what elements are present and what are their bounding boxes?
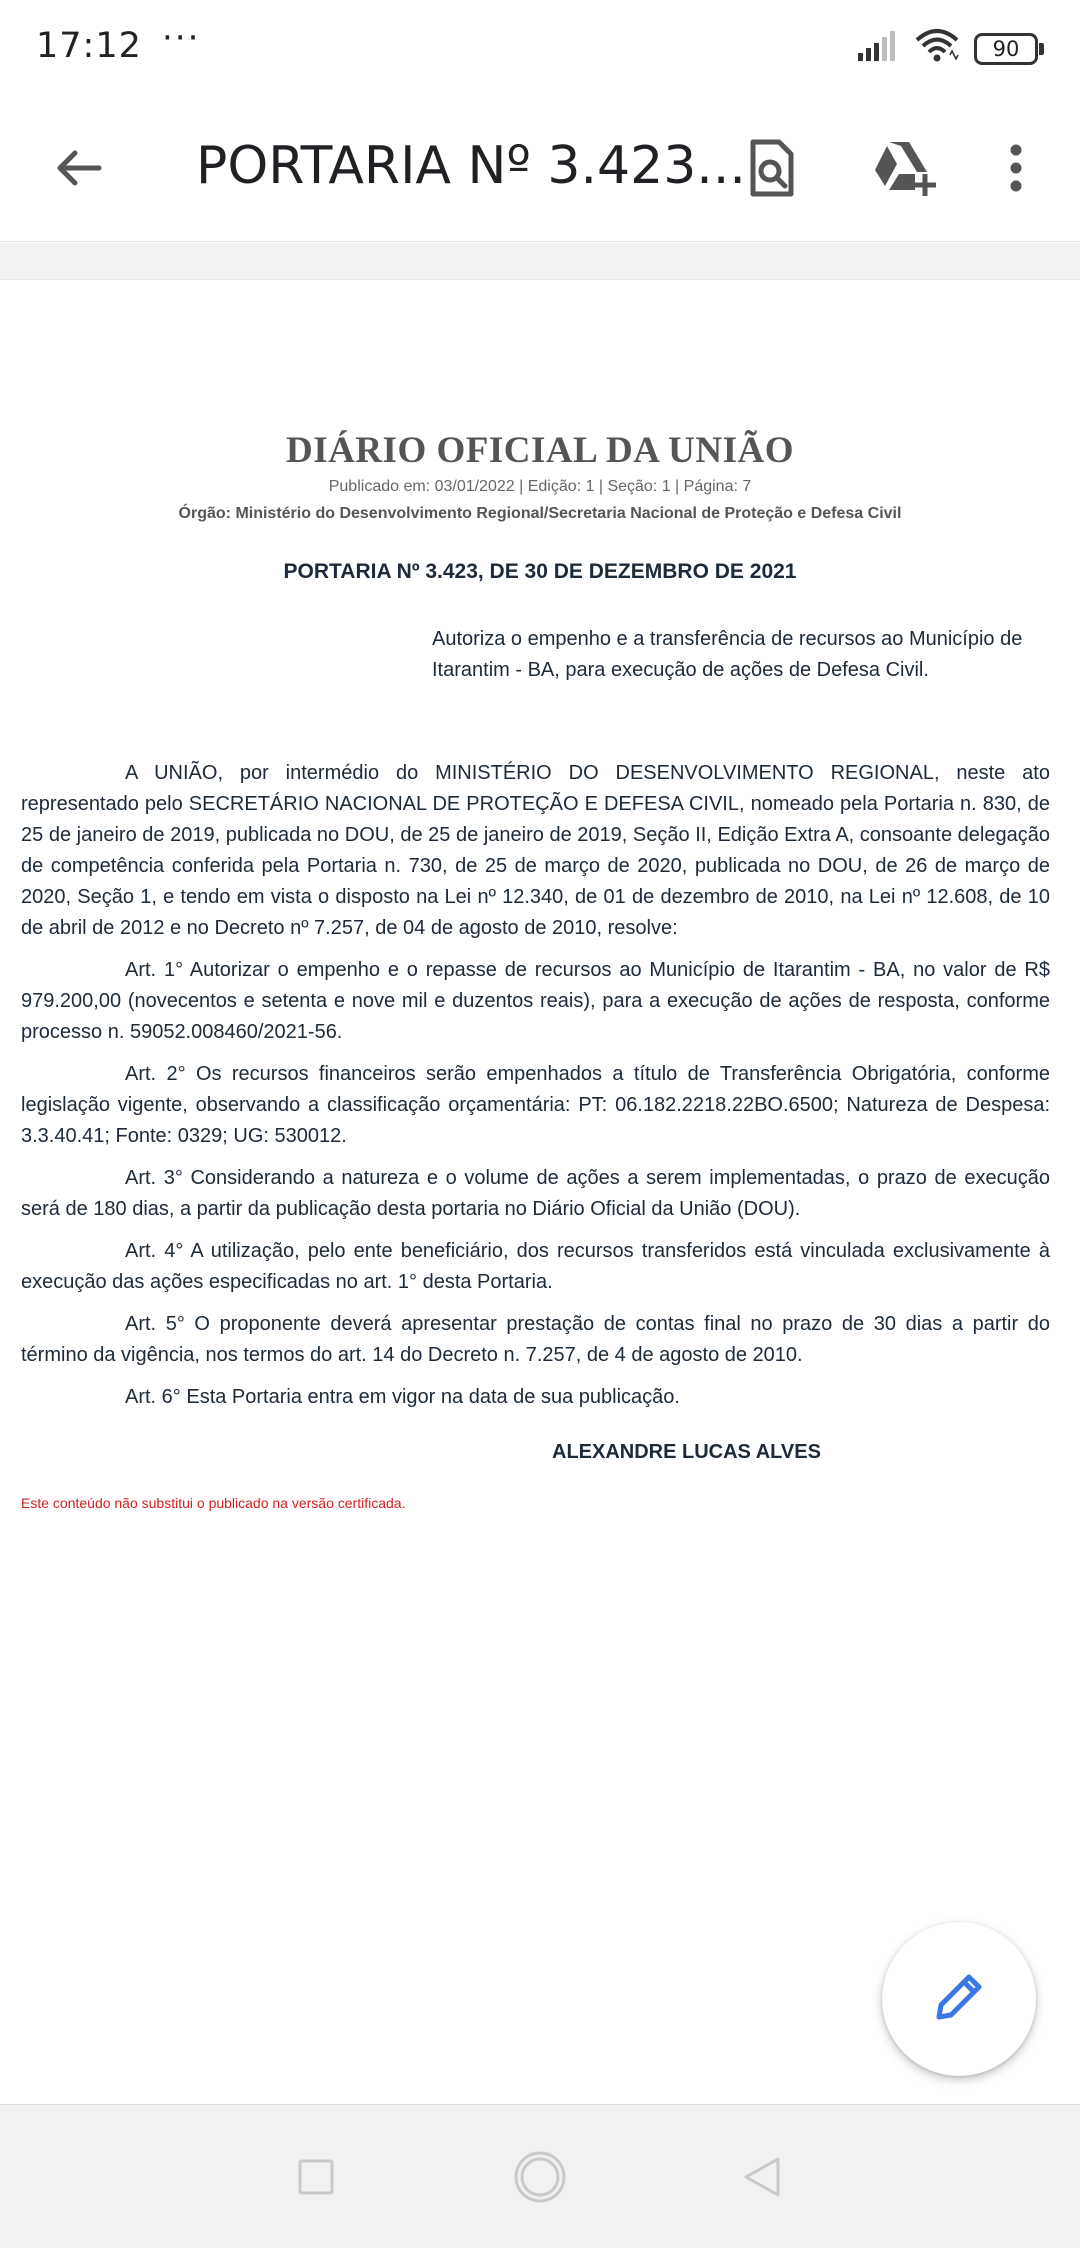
app-bar — [0, 96, 1080, 242]
article-3: Art. 3° Considerando a natureza e o volume de ações a serem implementadas, o prazo de execução será de 180 dias, a partir da publicação desta portaria no Diário Oficial da União (DOU). — [21, 1167, 1050, 1220]
home-button[interactable] — [500, 2139, 580, 2219]
article-1: Art. 1° Autorizar o empenho e o repasse de recursos ao Município de Itarantim - BA, no valor de R$ 979.200,00 (novecentos e setenta e nove mil e duzentos reais), para a execução de ações de resposta, conforme processo n. 59052.008460/2021-56. — [21, 959, 1050, 1043]
find-in-page-icon — [747, 138, 797, 203]
document-body — [21, 758, 1050, 1424]
wifi-icon — [914, 28, 960, 69]
article-4: Art. 4° A utilização, pelo ente beneficiário, dos recursos transferidos está vinculada exclusivamente à execução das ações especificadas no art. 1° desta Portaria. — [21, 1240, 1050, 1293]
home-circle-icon — [513, 2150, 567, 2209]
document-viewer[interactable] — [0, 243, 1080, 2103]
portaria-title: PORTARIA Nº 3.423, DE 30 DE DEZEMBRO DE 2021 — [283, 560, 797, 583]
back-button[interactable] — [40, 132, 116, 208]
recents-button[interactable] — [276, 2139, 356, 2219]
more-options-button[interactable] — [986, 132, 1046, 208]
more-vert-icon — [1009, 143, 1023, 198]
publication-info: Publicado em: 03/01/2022 | Edição: 1 | Seção: 1 | Página: 7 — [328, 478, 752, 495]
ementa: Autoriza o empenho e a transferência de recursos ao Município de Itarantim - BA, para execução de ações de Defesa Civil. — [432, 628, 1023, 681]
add-to-drive-icon — [871, 140, 937, 201]
signal-icon — [858, 31, 900, 66]
page-top-strip — [0, 243, 1080, 280]
edit-fab-button[interactable] — [882, 1922, 1036, 2076]
signature: ALEXANDRE LUCAS ALVES — [552, 1441, 821, 1463]
masthead: DIÁRIO OFICIAL DA UNIÃO — [286, 430, 794, 471]
back-triangle-icon — [742, 2156, 782, 2203]
edit-pencil-icon — [931, 1969, 987, 2030]
status-icons — [858, 28, 1044, 69]
organ-info: Órgão: Ministério do Desenvolvimento Regional/Secretaria Nacional de Proteção e Defesa Civil — [178, 505, 902, 522]
add-to-drive-button[interactable] — [864, 132, 944, 208]
battery-icon — [974, 33, 1044, 65]
battery-level: 90 — [974, 33, 1038, 65]
system-nav-bar — [0, 2104, 1080, 2248]
article-5: Art. 5° O proponente deverá apresentar prestação de contas final no prazo de 30 dias a partir do término da vigência, nos termos do art. 14 do Decreto n. 7.257, de 4 de agosto de 2010. — [21, 1313, 1050, 1366]
notification-overflow-icon: ··· — [162, 18, 201, 58]
article-2: Art. 2° Os recursos financeiros serão empenhados a título de Transferência Obrigatória, conforme legislação vigente, observando a classificação orçamentária: PT: 06.182.2218.22BO.6500; Natureza de Despesa: 3.3.40.41; Fonte: 0329; UG: 530012. — [21, 1063, 1050, 1147]
find-in-page-button[interactable] — [734, 132, 810, 208]
article-6: Art. 6° Esta Portaria entra em vigor na data de sua publicação. — [125, 1386, 680, 1408]
back-arrow-icon — [53, 143, 103, 198]
document-title: PORTARIA Nº 3.423... — [196, 136, 746, 196]
nav-back-button[interactable] — [722, 2139, 802, 2219]
status-time: 17:12 — [36, 26, 142, 66]
recents-square-icon — [298, 2159, 334, 2200]
preamble-paragraph: A UNIÃO, por intermédio do MINISTÉRIO DO DESENVOLVIMENTO REGIONAL, neste ato representado pelo SECRETÁRIO NACIONAL DE PROTEÇÃO E DEFESA CIVIL, nomeado pela Portaria n. 830, de 25 de janeiro de 2019, publicada no DOU, de 25 de janeiro de 2019, Seção II, Edição Extra A, consoante delegação de competência conferida pela Portaria n. 730, de 25 de março de 2020, publicada no DOU, de 26 de março de 2020, Seção 1, e tendo em vista o disposto na Lei nº 12.340, de 01 de dezembro de 2010, na Lei nº 12.608, de 10 de abril de 2012 e no Decreto nº 7.257, de 04 de agosto de 2010, resolve: — [21, 762, 1050, 939]
disclaimer: Este conteúdo não substitui o publicado na versão certificada. — [21, 1495, 406, 1511]
status-bar — [0, 0, 1080, 96]
